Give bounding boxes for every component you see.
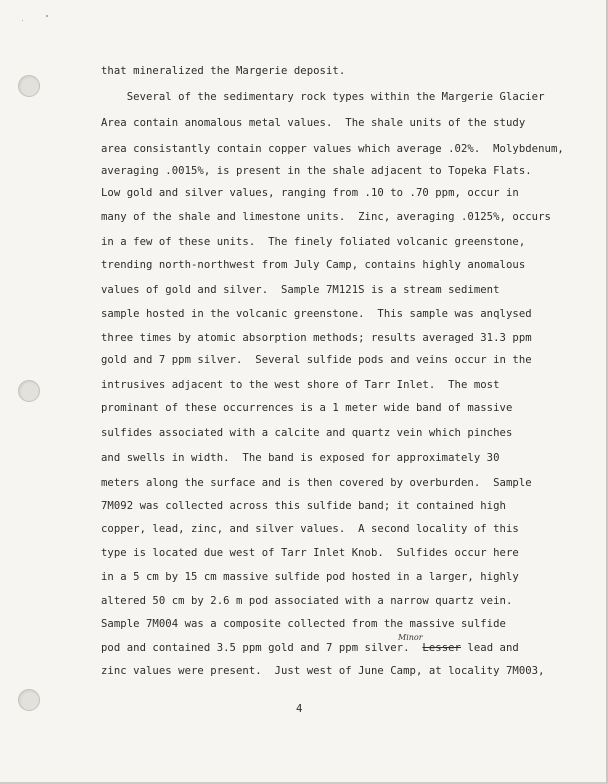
text-line: in a few of these units. The finely foliated volcanic greenstone,	[101, 236, 526, 248]
text-line: that mineralized the Margerie deposit.	[101, 65, 346, 77]
text-line: and swells in width. The band is exposed for approximately 30	[101, 452, 500, 464]
line-segment: lead and	[460, 642, 519, 654]
text-line: trending north-northwest from July Camp, contains highly anomalous	[101, 259, 526, 271]
punch-hole	[18, 689, 40, 711]
text-line: gold and 7 ppm silver. Several sulfide pods and veins occur in the	[101, 354, 532, 366]
text-line: Sample 7M004 was a composite collected from the massive sulfide	[101, 618, 506, 630]
text-line: area consistantly contain copper values which average .02%. Molybdenum,	[101, 143, 564, 155]
text-line: averaging .0015%, is present in the shale adjacent to Topeka Flats.	[101, 165, 532, 177]
text-line-with-correction	[101, 641, 519, 655]
text-line: in a 5 cm by 15 cm massive sulfide pod hosted in a larger, highly	[101, 571, 519, 583]
punch-hole	[18, 75, 40, 97]
scan-speck	[46, 15, 48, 17]
text-line: altered 50 cm by 2.6 m pod associated with a narrow quartz vein.	[101, 595, 513, 607]
text-line: values of gold and silver. Sample 7M121S is a stream sediment	[101, 284, 500, 296]
scan-speck	[22, 20, 23, 21]
text-line: Area contain anomalous metal values. The shale units of the study	[101, 117, 526, 129]
text-line: sample hosted in the volcanic greenstone. This sample was anqlysed	[101, 308, 532, 320]
text-line: meters along the surface and is then covered by overburden. Sample	[101, 477, 532, 489]
punch-hole	[18, 380, 40, 402]
text-line: many of the shale and limestone units. Zinc, averaging .0125%, occurs	[101, 211, 551, 223]
text-line: three times by atomic absorption methods; results averaged 31.3 ppm	[101, 332, 532, 344]
text-line: copper, lead, zinc, and silver values. A second locality of this	[101, 523, 519, 535]
page-number: 4	[296, 703, 303, 715]
handwritten-correction: Minor	[398, 633, 423, 642]
text-line: 7M092 was collected across this sulfide band; it contained high	[101, 500, 506, 512]
text-line: sulfides associated with a calcite and quartz vein which pinches	[101, 427, 513, 439]
text-line: zinc values were present. Just west of June Camp, at locality 7M003,	[101, 665, 545, 677]
text-line: Low gold and silver values, ranging from .10 to .70 ppm, occur in	[101, 187, 519, 199]
text-line: Several of the sedimentary rock types within the Margerie Glacier	[101, 91, 545, 103]
text-line: prominant of these occurrences is a 1 meter wide band of massive	[101, 402, 513, 414]
text-line: type is located due west of Tarr Inlet Knob. Sulfides occur here	[101, 547, 519, 559]
struck-word: Lesser	[422, 642, 461, 654]
line-segment: pod and contained 3.5 ppm gold and 7 ppm silver.	[101, 642, 423, 654]
text-line: intrusives adjacent to the west shore of Tarr Inlet. The most	[101, 379, 500, 391]
